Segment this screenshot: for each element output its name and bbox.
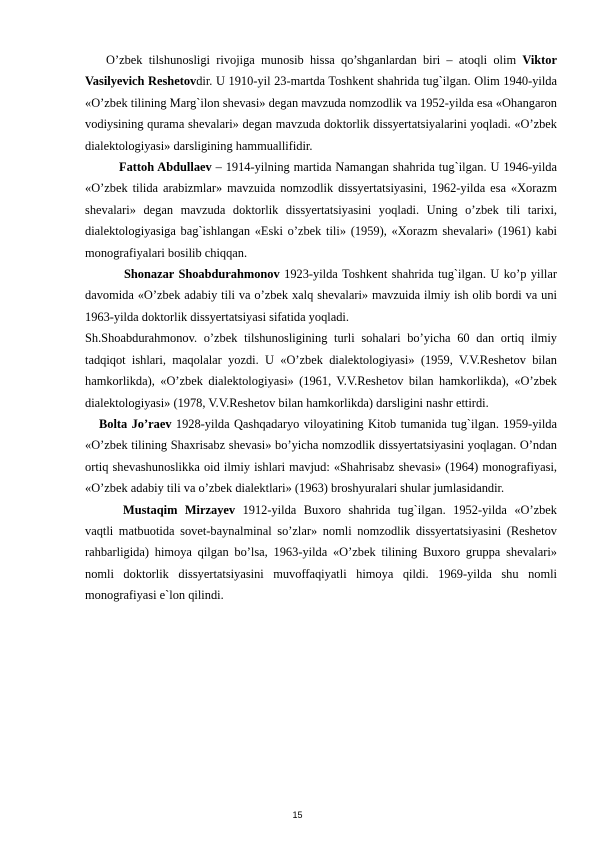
paragraph-juraev bbox=[85, 414, 557, 500]
document-page bbox=[85, 50, 557, 607]
person-name: Viktor Vasilyevich Reshetov bbox=[85, 53, 557, 89]
paragraph-shoabdurahmonov-works bbox=[85, 328, 557, 414]
paragraph-text: – 1914-yilning martida Namangan shahrida tug`ilgan. U 1946-yilda «O’zbek tilida arabizmlar» mavzuida nomzodlik dissyertatsiyasini, 1962-yilda esa «Xorazm shevalari» degan mavzuda doktorlik dissyertatsiyasini yoqladi. Uning o’zbek tili tarixi, dialektologiyasiga bag`ishlangan «Eski o’zbek tili» (1959), «Xorazm shevalari» (1961) kabi monografiyalari bosilib chiqqan. bbox=[85, 160, 557, 260]
paragraph-shoabdurahmonov bbox=[85, 264, 557, 328]
person-name: Shonazar Shoabdurahmonov bbox=[124, 267, 280, 282]
paragraph-reshetov bbox=[85, 50, 557, 157]
paragraph-mirzayev bbox=[85, 500, 557, 607]
paragraph-abdullaev bbox=[85, 157, 557, 264]
person-name: Bolta Jo’raev bbox=[99, 416, 172, 431]
person-name: Mustaqim Mirzayev bbox=[123, 502, 236, 517]
paragraph-text: 1912-yilda Buxoro shahrida tug`ilgan. 1952-yilda «O’zbek vaqtli matbuotida sovet-baynalminal so’zlar» nomli nomzodlik dissyertatsiyasini (Reshetov rahbarligida) himoya qilgan bo’lsa, 1963-yilda «O’zbek tilining Buxoro gruppa shevalari» nomli doktorlik dissyertatsiyasini muvoffaqiyatli himoya qildi. 1969-yilda shu nomli monografiyasi e`lon qilindi. bbox=[85, 502, 557, 603]
paragraph-text: 1923-yilda Toshkent shahrida tug`ilgan. U ko’p yillar davomida «O’zbek adabiy tili va o’zbek xalq shevalari» mavzuida ilmiy ish olib bordi va uni 1963-yilda doktorlik dissyertatsiyasi sifatida yoqladi. bbox=[85, 267, 557, 324]
paragraph-text: dir. U 1910-yil 23-martda Toshkent shahrida tug`ilgan. Olim 1940-yilda «O’zbek tilining Marg`ilon shevasi» degan mavzuda nomzodlik va 1952-yilda esa «Ohangaron vodiysining qurama shevalari» degan mavzuda doktorlik dissyertatsiyalarini yoqladi. «O’zbek dialektologiyasi» darsligining hammuallifidir. bbox=[85, 74, 557, 153]
paragraph-text: O’zbek tilshunosligi rivojiga munosib hissa qo’shganlardan biri – atoqli olim bbox=[106, 53, 523, 67]
paragraph-text: Sh.Shoabdurahmonov. o’zbek tilshunosligining turli sohalari bo’yicha 60 dan ortiq ilmiy tadqiqot ishlari, maqolalar yozdi. U «O’zbek dialektologiyasi» (1959, V.V.Reshetov bilan hamkorlikda), «O’zbek dialektologiyasi» (1961, V.V.Reshetov bilan hamkorlikda), «O’zbek dialektologiyasi» (1978, V.V.Reshetov bilan hamkorlikda) darsligini nashr ettirdi. bbox=[85, 331, 557, 410]
page-number: 15 bbox=[292, 810, 303, 820]
paragraph-text: 1928-yilda Qashqadaryo viloyatining Kitob tumanida tug`ilgan. 1959-yilda «O’zbek tilining Shaxrisabz shevasi» bo’yicha nomzodlik dissyertatsiyasini yoqlagan. O’ndan ortiq shevashunoslikka oid ilmiy ishlari mavjud: «Shahrisabz shevasi» (1964) monografiyasi, «O’zbek adabiy tili va o’zbek dialektlari» (1963) broshyuralari shular jumlasidandir. bbox=[85, 416, 557, 496]
person-name: Fattoh Abdullaev bbox=[119, 160, 212, 175]
